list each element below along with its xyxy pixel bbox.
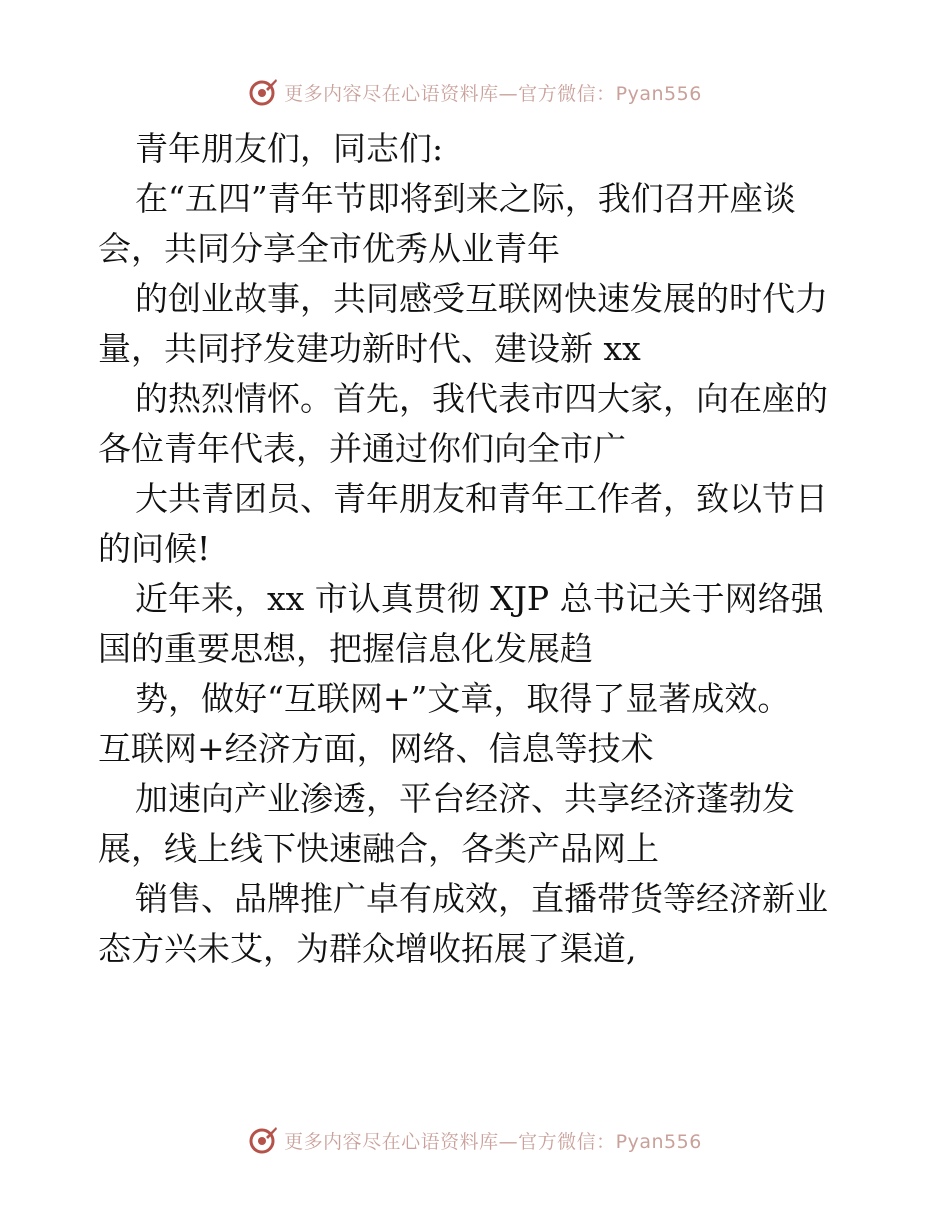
header-banner — [0, 72, 950, 112]
text-line: 量，共同抒发建功新时代、建设新 xx — [98, 329, 641, 368]
footer-banner — [0, 1120, 950, 1160]
text-line: 展，线上线下快速融合，各类产品网上 — [98, 829, 659, 868]
text-line: 的热烈情怀。首先，我代表市四大家，向在座的 — [135, 379, 828, 418]
text-line: 势，做好“互联网+”文章，取得了显著成效。 — [135, 679, 791, 718]
pen-logo-icon — [248, 77, 278, 107]
text-line: 态方兴未艾，为群众增收拓展了渠道, — [98, 929, 637, 968]
text-line: 大共青团员、青年朋友和青年工作者，致以节日 — [135, 479, 828, 518]
text-line: 互联网+经济方面，网络、信息等技术 — [98, 729, 654, 768]
text-line: 青年朋友们，同志们: — [135, 129, 444, 168]
text-line: 会，共同分享全市优秀从业青年 — [98, 229, 560, 268]
document-body — [98, 124, 858, 974]
pen-logo-icon — [248, 1125, 278, 1155]
banner-text: 更多内容尽在心语资料库—官方微信：Pyan556 — [284, 82, 702, 105]
text-line: 国的重要思想，把握信息化发展趋 — [98, 629, 593, 668]
text-line: 加速向产业渗透，平台经济、共享经济蓬勃发 — [135, 779, 795, 818]
text-line: 的创业故事，共同感受互联网快速发展的时代力 — [135, 279, 828, 318]
text-line: 的问候! — [98, 529, 211, 568]
text-line: 各位青年代表，并通过你们向全市广 — [98, 429, 626, 468]
text-line: 在“五四”青年节即将到来之际，我们召开座谈 — [135, 179, 796, 218]
text-line: 销售、品牌推广卓有成效，直播带货等经济新业 — [135, 879, 828, 918]
banner-text: 更多内容尽在心语资料库—官方微信：Pyan556 — [284, 1130, 702, 1153]
text-line: 近年来，xx 市认真贯彻 XJP 总书记关于网络强 — [135, 579, 824, 618]
